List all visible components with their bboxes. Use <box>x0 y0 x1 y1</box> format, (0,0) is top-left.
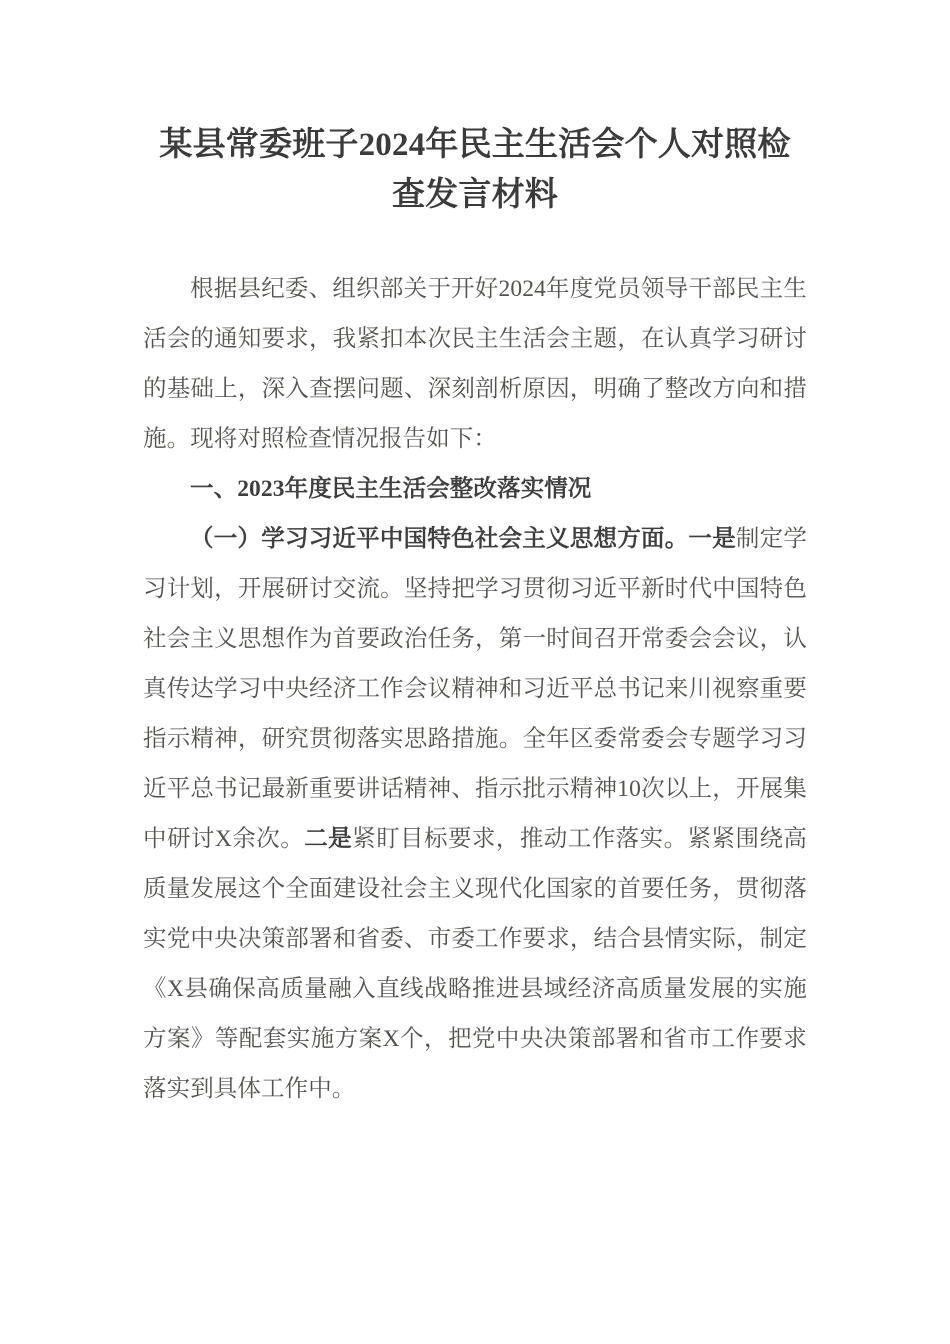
subsection-1-1-body-a: 制定学习计划，开展研讨交流。坚持把学习贯彻习近平新时代中国特色社会主义思想作为首要政治任务，第一时间召开常委会会议，认真传达学习中央经济工作会议精神和习近平总书记来川视察重要指示精神，研究贯彻落实思路措施。全年区委常委会专题学习习近平总书记最新重要讲话精神、指示批示精神10次以上，开展集中研讨X余次。 <box>143 526 807 852</box>
section-1-heading: 一、2023年度民主生活会整改落实情况 <box>190 476 592 502</box>
page-title-line-1: 某县常委班子2024年民主生活会个人对照检查发言 <box>159 127 791 213</box>
page-title <box>143 120 807 220</box>
subsection-1-1-body-b: 紧盯目标要求，推动工作落实。紧紧围绕高质量发展这个全面建设社会主义现代化国家的首要任务，贯彻落实党中央决策部署和省委、市委工作要求，结合县情实际，制定《X县确保高质量融入直线战略推进县域经济高质量发展的实施方案》等配套实施方案X个，把党中央决策部署和省市工作要求落实到具体工作中。 <box>143 826 808 1102</box>
page-title-line-2: 材料 <box>491 177 558 213</box>
document-body <box>143 120 807 1114</box>
subsection-1-1-lead-2: 二是 <box>304 826 353 852</box>
subsection-1-1-paragraph <box>143 514 807 1114</box>
intro-paragraph: 根据县纪委、组织部关于开好2024年度党员领导干部民主生活会的通知要求，我紧扣本次民主生活会主题，在认真学习研讨的基础上，深入查摆问题、深刻剖析原因，明确了整改方向和措施。现将对照检查情况报告如下： <box>143 276 807 452</box>
title-spacer <box>143 220 807 264</box>
subsection-1-1-lead: （一）学习习近平中国特色社会主义思想方面。一是 <box>190 526 736 552</box>
